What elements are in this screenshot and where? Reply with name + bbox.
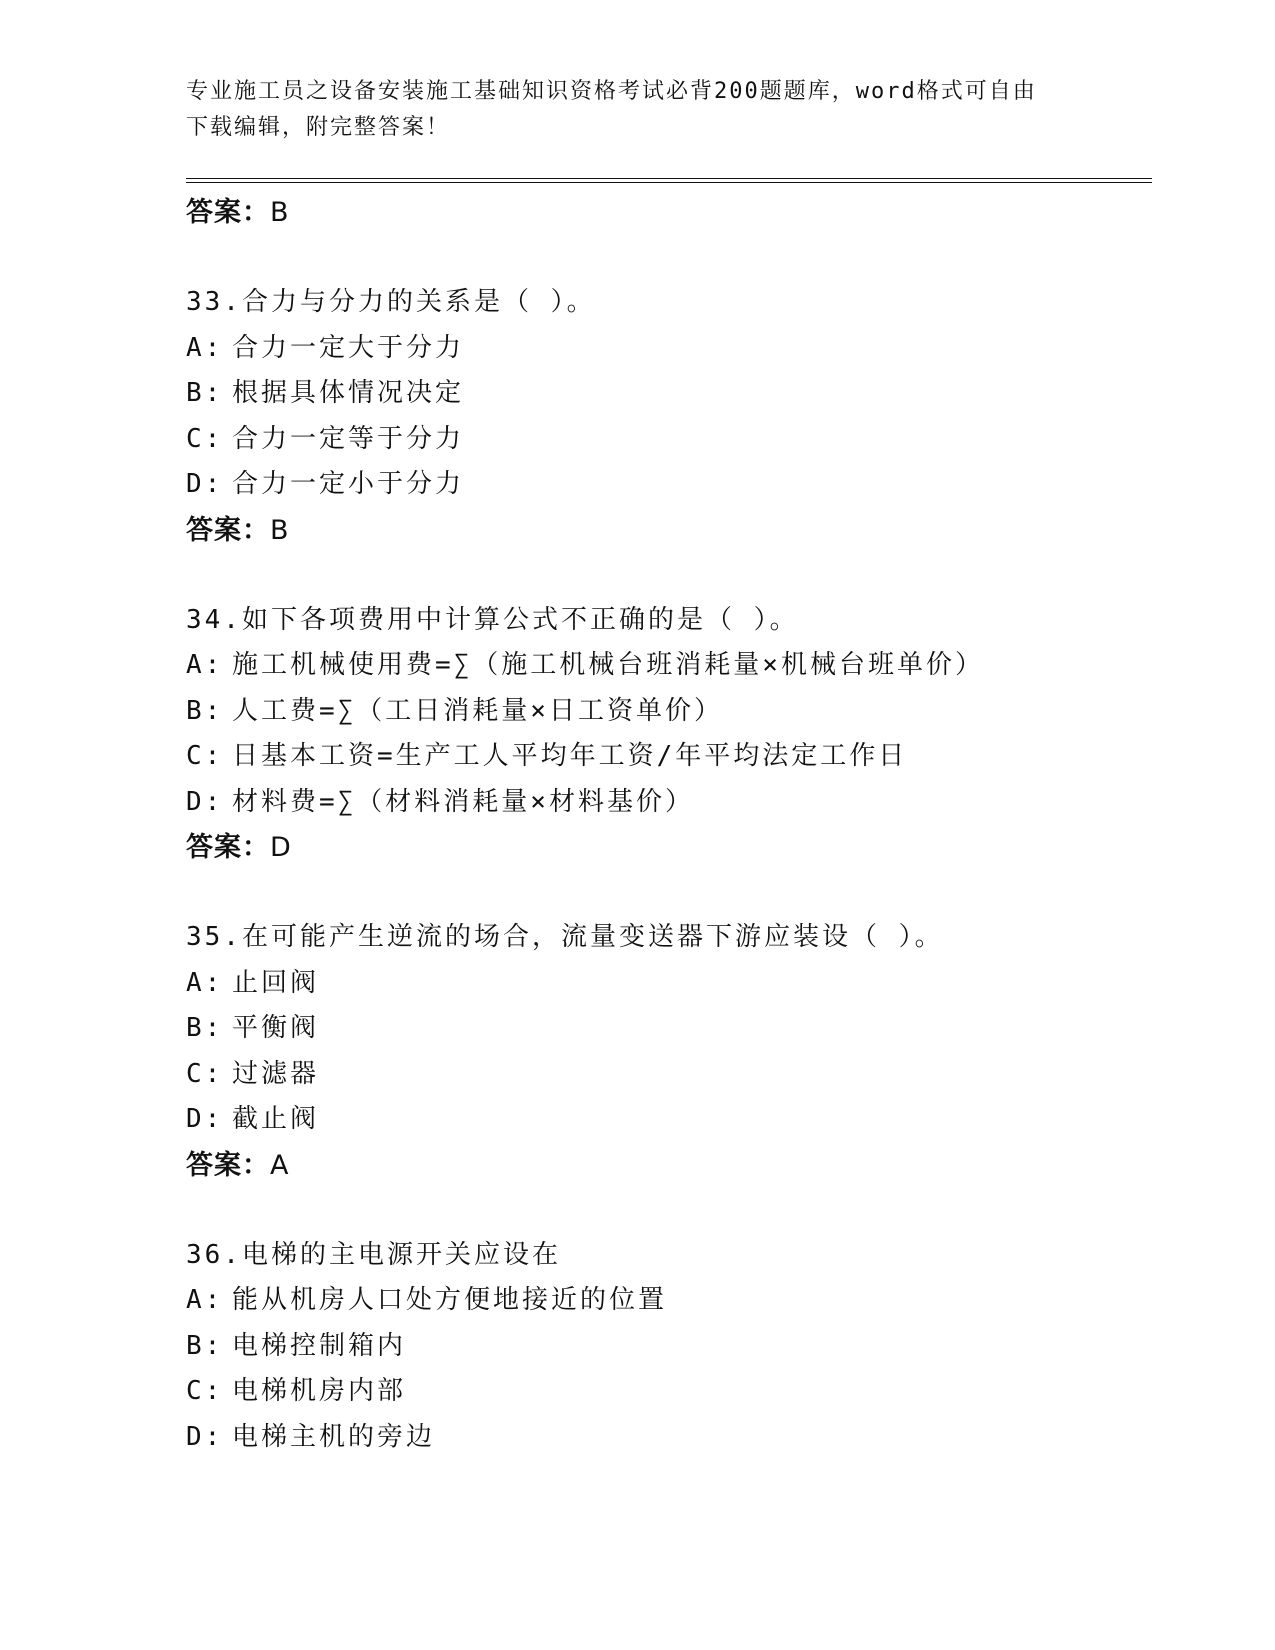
answer-line: [186, 825, 1152, 871]
option-letter: A:: [186, 1285, 224, 1315]
option-letter: A:: [186, 332, 224, 363]
option-c: [186, 734, 1152, 780]
option-b: [186, 1006, 1152, 1052]
option-d: [186, 1097, 1152, 1143]
option-text: 根据具体情况决定: [232, 378, 465, 408]
answer-value: D: [270, 832, 292, 863]
question-block: [186, 915, 1152, 1189]
option-text: 合力一定等于分力: [232, 423, 465, 454]
option-text: 材料费=∑（材料消耗量×材料基价）: [232, 786, 694, 817]
answer-value: B: [270, 197, 290, 228]
option-text: 截止阀: [232, 1104, 320, 1134]
question-stem: [186, 1233, 1152, 1279]
option-text: 电梯主机的旁边: [232, 1421, 436, 1452]
question-block: [186, 280, 1152, 554]
answer-label: 答案：: [186, 1149, 270, 1181]
option-letter: A:: [186, 967, 224, 998]
option-d: [186, 1415, 1152, 1461]
option-letter: C:: [186, 1376, 224, 1406]
question-text: 如下各项费用中计算公式不正确的是（ ）。: [241, 604, 799, 635]
option-text: 平衡阀: [232, 1013, 320, 1043]
option-d: [186, 462, 1152, 508]
option-letter: D:: [186, 469, 224, 499]
option-c: [186, 1369, 1152, 1415]
question-number: 33.: [186, 287, 242, 317]
answer-value: A: [270, 1149, 290, 1181]
option-c: [186, 1052, 1152, 1098]
option-letter: B:: [186, 1330, 224, 1361]
option-a: [186, 961, 1152, 1007]
answer-line: [186, 508, 1152, 554]
option-a: [186, 326, 1152, 372]
question-text: 合力与分力的关系是（ ）。: [241, 287, 596, 317]
answer-line: [186, 190, 1152, 236]
option-text: 止回阀: [232, 967, 320, 998]
option-letter: B:: [186, 378, 224, 408]
question-stem: [186, 280, 1152, 326]
document-body: [186, 190, 1152, 1460]
option-a: [186, 1278, 1152, 1324]
option-b: [186, 689, 1152, 735]
option-letter: C:: [186, 1058, 224, 1089]
option-text: 电梯机房内部: [232, 1376, 407, 1406]
question-number: 34.: [186, 604, 242, 635]
option-letter: C:: [186, 423, 224, 454]
option-a: [186, 643, 1152, 689]
question-stem: [186, 915, 1152, 961]
page-header: [186, 74, 1066, 146]
option-text: 人工费=∑（工日消耗量×日工资单价）: [232, 695, 723, 726]
question-block: [186, 1233, 1152, 1461]
option-d: [186, 780, 1152, 826]
option-letter: D:: [186, 786, 224, 817]
header-line-1: 专业施工员之设备安装施工基础知识资格考试必背200题题库，word格式可自由: [186, 79, 1037, 104]
option-text: 合力一定小于分力: [232, 469, 465, 499]
question-text: 在可能产生逆流的场合，流量变送器下游应装设（ ）。: [241, 922, 944, 952]
question-number: 35.: [186, 922, 242, 952]
option-text: 电梯控制箱内: [232, 1330, 407, 1361]
question-number: 36.: [186, 1239, 242, 1270]
option-letter: C:: [186, 741, 224, 771]
option-text: 日基本工资=生产工人平均年工资/年平均法定工作日: [232, 741, 908, 771]
question-text: 电梯的主电源开关应设在: [241, 1239, 561, 1270]
header-double-rule: [186, 178, 1152, 183]
answer-label: 答案：: [186, 197, 270, 228]
option-b: [186, 371, 1152, 417]
option-letter: A:: [186, 650, 224, 680]
option-text: 合力一定大于分力: [232, 332, 465, 363]
option-letter: D:: [186, 1421, 224, 1452]
answer-line: [186, 1143, 1152, 1189]
option-b: [186, 1324, 1152, 1370]
option-letter: B:: [186, 1013, 224, 1043]
answer-label: 答案：: [186, 514, 270, 546]
answer-label: 答案：: [186, 832, 270, 863]
answer-value: B: [270, 514, 290, 546]
question-stem: [186, 598, 1152, 644]
option-text: 过滤器: [232, 1058, 320, 1089]
option-letter: B:: [186, 695, 224, 726]
header-line-2: 下载编辑，附完整答案！: [186, 115, 451, 140]
option-letter: D:: [186, 1104, 224, 1134]
option-text: 施工机械使用费=∑（施工机械台班消耗量×机械台班单价）: [232, 650, 984, 680]
option-c: [186, 417, 1152, 463]
option-text: 能从机房人口处方便地接近的位置: [232, 1285, 668, 1315]
question-block: [186, 598, 1152, 872]
